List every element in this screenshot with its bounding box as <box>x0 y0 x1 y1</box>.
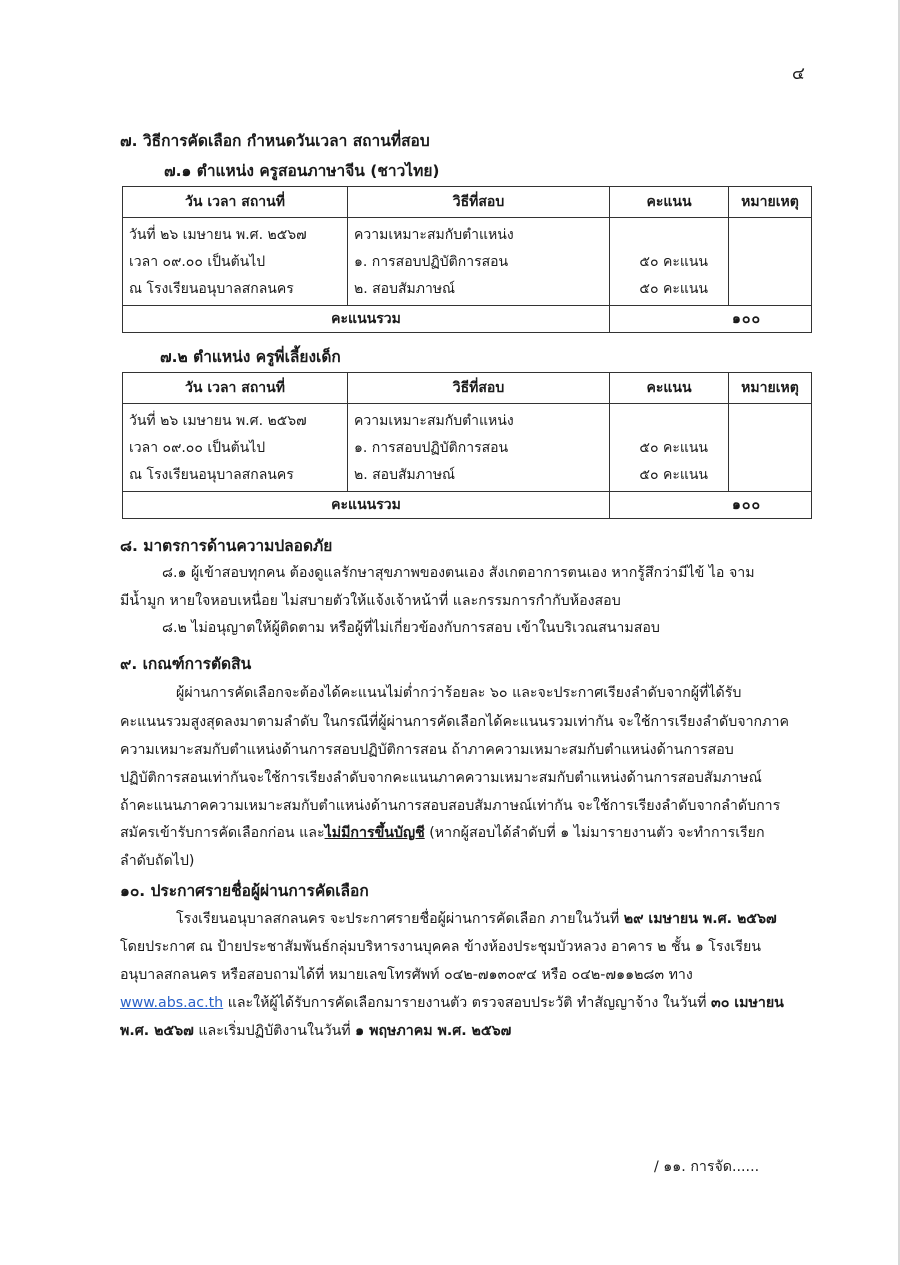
method-line: ๒. สอบสัมภาษณ์ <box>354 467 456 483</box>
section10-line-1-pre: โรงเรียนอนุบาลสกลนคร จะประกาศรายชื่อผู้ผ่านการคัดเลือก ภายในวันที่ <box>176 911 624 927</box>
col-header-method: วิธีที่สอบ <box>348 373 610 404</box>
score-line: ๕๐ คะแนน <box>639 281 708 297</box>
section9-line-6 <box>120 822 765 844</box>
score-line: ๕๐ คะแนน <box>639 467 708 483</box>
score-cell <box>610 218 729 306</box>
col-header-score: คะแนน <box>610 373 729 404</box>
section9-title: ๙. เกณฑ์การตัดสิน <box>120 655 252 673</box>
method-line: ความเหมาะสมกับตำแหน่ง <box>354 227 514 243</box>
date-line: วันที่ ๒๖ เมษายน พ.ศ. ๒๕๖๗ <box>129 227 307 243</box>
table-header-row <box>123 187 812 218</box>
date-line: วันที่ ๒๖ เมษายน พ.ศ. ๒๕๖๗ <box>129 413 307 429</box>
table-row <box>123 404 812 492</box>
method-line: ความเหมาะสมกับตำแหน่ง <box>354 413 514 429</box>
total-row <box>123 306 812 333</box>
table-row <box>123 218 812 306</box>
total-value: ๑๐๐ <box>610 492 812 519</box>
place-line: ณ โรงเรียนอนุบาลสกลนคร <box>129 467 294 483</box>
report-date-part1: ๓๐ เมษายน <box>711 995 784 1011</box>
col-header-method: วิธีที่สอบ <box>348 187 610 218</box>
section9-line-3: ความเหมาะสมกับตำแหน่งด้านการสอบปฏิบัติการสอน ถ้าภาคความเหมาะสมกับตำแหน่งด้านการสอบ <box>120 742 734 758</box>
section7-1-title: ๗.๑ ตำแหน่ง ครูสอนภาษาจีน (ชาวไทย) <box>164 162 440 180</box>
col-header-score: คะแนน <box>610 187 729 218</box>
report-date-part2: พ.ศ. ๒๕๖๗ <box>120 1023 194 1039</box>
score-line <box>616 408 722 435</box>
section7-title: ๗. วิธีการคัดเลือก กำหนดวันเวลา สถานที่สอบ <box>120 132 430 150</box>
table-header-row <box>123 373 812 404</box>
section8-line-1: ๘.๑ ผู้เข้าสอบทุกคน ต้องดูแลรักษาสุขภาพของตนเอง สังเกตอาการตนเอง หากรู้สึกว่ามีไข้ ไอ จาม <box>162 565 755 581</box>
time-line: เวลา ๐๙.๐๐ เป็นต้นไป <box>129 254 266 270</box>
section10-title: ๑๐. ประกาศรายชื่อผู้ผ่านการคัดเลือก <box>120 882 369 900</box>
method-line: ๑. การสอบปฏิบัติการสอน <box>354 254 509 270</box>
section8-line-2: มีน้ำมูก หายใจหอบเหนื่อย ไม่สบายตัวให้แจ้งเจ้าหน้าที่ และกรรมการกำกับห้องสอบ <box>120 593 621 609</box>
page-footer-continuation: / ๑๑. การจัด...... <box>654 1159 760 1175</box>
date-cell <box>123 218 348 306</box>
col-header-date: วัน เวลา สถานที่ <box>123 373 348 404</box>
section9-line-6-post: (หากผู้สอบได้ลำดับที่ ๑ ไม่มารายงานตัว จะทำการเรียก <box>424 825 765 841</box>
exam-table-7-1 <box>122 186 812 333</box>
col-header-remark: หมายเหตุ <box>729 187 812 218</box>
method-line: ๒. สอบสัมภาษณ์ <box>354 281 456 297</box>
section10-line-1 <box>176 908 777 930</box>
section10-line-5 <box>120 1020 511 1042</box>
section10-line-4 <box>120 992 784 1014</box>
start-date: ๑ พฤษภาคม พ.ศ. ๒๕๖๗ <box>355 1023 512 1039</box>
col-header-remark: หมายเหตุ <box>729 373 812 404</box>
total-label: คะแนนรวม <box>123 492 610 519</box>
section9-line-7: ลำดับถัดไป) <box>120 853 195 869</box>
section9-line-4: ปฏิบัติการสอนเท่ากันจะใช้การเรียงลำดับจากคะแนนภาคความเหมาะสมกับตำแหน่งด้านการสอบสัมภาษณ์ <box>120 770 762 786</box>
time-line: เวลา ๐๙.๐๐ เป็นต้นไป <box>129 440 266 456</box>
method-cell <box>348 218 610 306</box>
total-row <box>123 492 812 519</box>
method-line: ๑. การสอบปฏิบัติการสอน <box>354 440 509 456</box>
section10-line-3: อนุบาลสกลนคร หรือสอบถามได้ที่ หมายเลขโทรศัพท์ ๐๔๒-๗๑๓๐๙๔ หรือ ๐๔๒-๗๑๑๒๘๓ ทาง <box>120 967 693 983</box>
score-line: ๕๐ คะแนน <box>639 440 708 456</box>
website-link[interactable]: www.abs.ac.th <box>120 995 224 1011</box>
no-waiting-list: ไม่มีการขึ้นบัญชี <box>324 825 425 841</box>
score-cell <box>610 404 729 492</box>
score-line: ๕๐ คะแนน <box>639 254 708 270</box>
section8-line-3: ๘.๒ ไม่อนุญาตให้ผู้ติดตาม หรือผู้ที่ไม่เกี่ยวข้องกับการสอบ เข้าในบริเวณสนามสอบ <box>162 620 660 636</box>
score-line <box>616 222 722 249</box>
section9-line-6-pre: สมัครเข้ารับการคัดเลือกก่อน และ <box>120 825 325 841</box>
date-cell <box>123 404 348 492</box>
section8-title: ๘. มาตรการด้านความปลอดภัย <box>120 537 333 555</box>
section10-line-2: โดยประกาศ ณ ป้ายประชาสัมพันธ์กลุ่มบริหารงานบุคคล ข้างห้องประชุมบัวหลวง อาคาร ๒ ชั้น ๑ โรงเรียน <box>120 939 761 955</box>
total-label: คะแนนรวม <box>123 306 610 333</box>
col-header-date: วัน เวลา สถานที่ <box>123 187 348 218</box>
remark-cell <box>729 404 812 492</box>
exam-table-7-2 <box>122 372 812 519</box>
place-line: ณ โรงเรียนอนุบาลสกลนคร <box>129 281 294 297</box>
section9-line-5: ถ้าคะแนนภาคความเหมาะสมกับตำแหน่งด้านการสอบสอบสัมภาษณ์เท่ากัน จะใช้การเรียงลำดับจากลำดับการ <box>120 798 781 814</box>
total-value: ๑๐๐ <box>610 306 812 333</box>
announce-date: ๒๙ เมษายน พ.ศ. ๒๕๖๗ <box>623 911 777 927</box>
section7-2-title: ๗.๒ ตำแหน่ง ครูพี่เลี้ยงเด็ก <box>160 348 341 366</box>
method-cell <box>348 404 610 492</box>
section9-line-2: คะแนนรวมสูงสุดลงมาตามลำดับ ในกรณีที่ผู้ผ่านการคัดเลือกได้คะแนนรวมเท่ากัน จะใช้การเรียงลำดับจากภาค <box>120 714 789 730</box>
section10-line-4-mid: และให้ผู้ได้รับการคัดเลือกมารายงานตัว ตรวจสอบประวัติ ทำสัญญาจ้าง ในวันที่ <box>223 995 711 1011</box>
section9-line-1: ผู้ผ่านการคัดเลือกจะต้องได้คะแนนไม่ต่ำกว่าร้อยละ ๖๐ และจะประกาศเรียงลำดับจากผู้ที่ได้รับ <box>176 685 742 701</box>
section10-line-5-mid: และเริ่มปฏิบัติงานในวันที่ <box>193 1023 356 1039</box>
remark-cell <box>729 218 812 306</box>
page-number: ๔ <box>792 64 805 84</box>
